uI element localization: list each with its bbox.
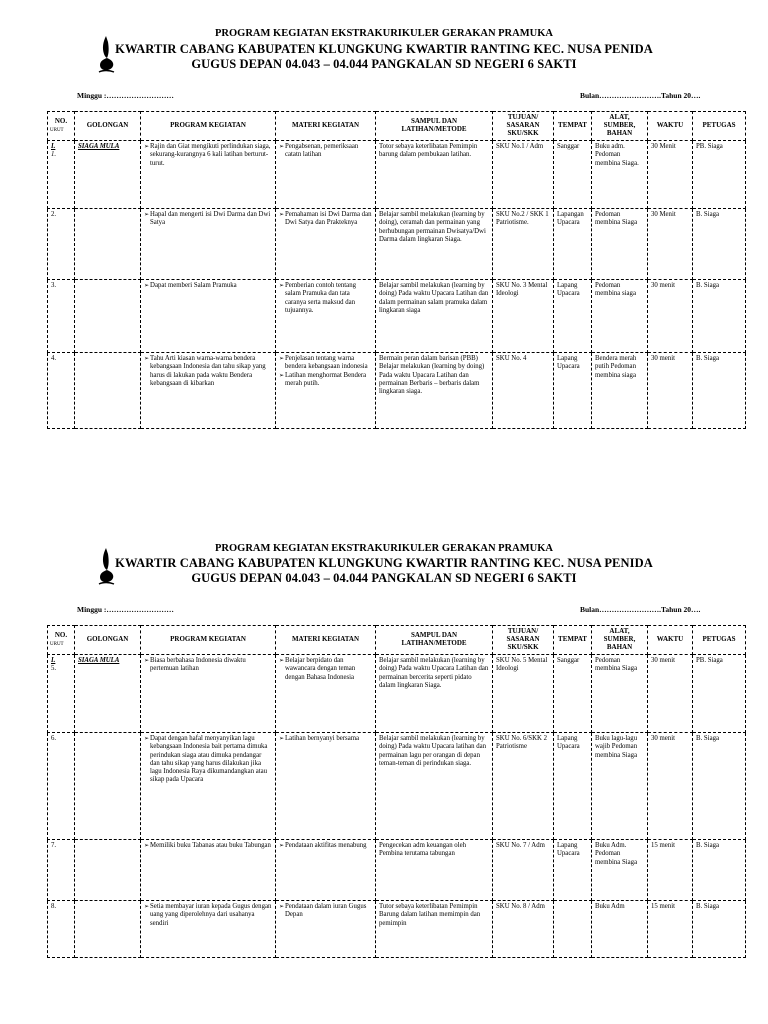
program-cell: ➢ Dapat dengan hafal menyanyikan lagu kebangsaan Indonesia bait pertama dimuka perindukan siaga atau dimuka pendangar dan tahu sikap yang harus dilakukan jika lagu Indonesia Raya dikumandangkan atau sikap pada Upacara (141, 733, 276, 840)
bulan-tahun-label: Bulan…………………….Tahun 20…. (580, 605, 701, 614)
tempat-cell (554, 901, 592, 958)
col-metode-header: SAMPUL DAN LATIHAN/METODE (376, 626, 493, 655)
col-tempat-header: TEMPAT (554, 112, 592, 141)
metode-cell: Pengecekan adm keuangan oleh Pembina terutama tabungan (376, 840, 493, 901)
program-cell: ➢ Hapal dan mengerti isi Dwi Darma dan Dwi Satya (141, 209, 276, 280)
row-number: 2. (48, 209, 75, 280)
col-petugas-header: PETUGAS (693, 112, 746, 141)
metode-cell: Bermain peran dalam barisan (PBB) Belajar melakukan (learning by doing) Pada waktu Upacara Latihan dan permainan Berbaris – berbaris dalam lingkaran siaga. (376, 353, 493, 429)
header-title-line2: KWARTIR CABANG KABUPATEN KLUNGKUNG KWARTIR RANTING KEC. NUSA PENIDA (115, 42, 653, 56)
program-table-2 (47, 625, 746, 958)
col-waktu-header: WAKTU (648, 626, 693, 655)
header-title-line1: PROGRAM KEGIATAN EKSTRAKURIKULER GERAKAN PRAMUKA (215, 28, 553, 39)
col-tujuan-header: TUJUAN/ SASARAN SKU/SKK (493, 112, 554, 141)
alat-cell: Buku Adm (592, 901, 648, 958)
petugas-cell: B. Siaga (693, 353, 746, 429)
table-row (48, 280, 746, 353)
program-cell: ➢ Memiliki buku Tabanas atau buku Tabungan (141, 840, 276, 901)
petugas-cell: B. Siaga (693, 733, 746, 840)
materi-cell: ➢ Pemberian contoh tentang salam Pramuka dan tata caranya serta maksud dan tujuannya. (276, 280, 376, 353)
waktu-cell: 30 Menit (648, 209, 693, 280)
waktu-cell: 30 menit (648, 353, 693, 429)
waktu-cell: 15 menit (648, 840, 693, 901)
metode-cell: Belajar sambil melakukan (learning by doing) Pada waktu Upacara Latihan dan permainan bercerita seperti pidato dalam lingkaran Siaga. (376, 655, 493, 733)
col-materi-header: MATERI KEGIATAN (276, 626, 376, 655)
waktu-cell: 30 Menit (648, 141, 693, 209)
tujuan-cell: SKU No. 8 / Adm (493, 901, 554, 958)
petugas-cell: B. Siaga (693, 901, 746, 958)
header-title-line1: PROGRAM KEGIATAN EKSTRAKURIKULER GERAKAN PRAMUKA (215, 543, 553, 554)
waktu-cell: 30 menit (648, 655, 693, 733)
alat-cell: Pedoman membina siaga (592, 280, 648, 353)
row-number: 6. (48, 733, 75, 840)
materi-cell: ➢ Pemahaman isi Dwi Darma dan Dwi Satya dan Prakteknya (276, 209, 376, 280)
materi-cell: ➢ Penjelasan tentang warna bendera kebangsaan indonesia ➢ Latihan menghormat Bendera merah putih. (276, 353, 376, 429)
tempat-cell: Lapang Upacara (554, 733, 592, 840)
golongan-cell (75, 840, 141, 901)
golongan-cell: SIAGA MULA (75, 655, 141, 733)
program-cell: ➢ Biasa berbahasa Indonesia diwaktu pertemuan latihan (141, 655, 276, 733)
header-title-line3: GUGUS DEPAN 04.043 – 04.044 PANGKALAN SD NEGERI 6 SAKTI (191, 57, 577, 71)
tujuan-cell: SKU No. 3 Mental Ideologi (493, 280, 554, 353)
alat-cell: Buku adm. Pedoman membina Siaga. (592, 141, 648, 209)
alat-cell: Buku lagu-lagu wajib Pedoman membina Siaga (592, 733, 648, 840)
row-number: 7. (48, 840, 75, 901)
metode-cell: Belajar sambil melakukan (learning by doing) Pada waktu Upacara Latihan dan dalam permainan salam pramuka dalam lingkaran siaga (376, 280, 493, 353)
tempat-cell: Lapang Upacara (554, 840, 592, 901)
golongan-cell: SIAGA MULA (75, 141, 141, 209)
alat-cell: Pedoman membina Siaga (592, 209, 648, 280)
col-no-header: NO. URUT (48, 112, 75, 141)
col-program-header: PROGRAM KEGIATAN (141, 112, 276, 141)
metode-cell: Belajar sambil melakukan (learning by doing) Pada waktu Upacara latihan dan permainan lagu per orangan di depan teman-teman di perindukan siaga. (376, 733, 493, 840)
col-alat-header: ALAT, SUMBER, BAHAN (592, 626, 648, 655)
row-number: 3. (48, 280, 75, 353)
col-materi-header: MATERI KEGIATAN (276, 112, 376, 141)
table-row (48, 733, 746, 840)
tujuan-cell: SKU No. 7 / Adm (493, 840, 554, 901)
alat-cell: Buku Adm. Pedoman membina Siaga (592, 840, 648, 901)
program-cell: ➢ Tahu Arti kiasan warna-warna bendera kebangsaan Indonesia dan tahu sikap yang harus di lakukan pada waktu Bendera kebangsaan di kibarkan (141, 353, 276, 429)
table-header-row (48, 112, 746, 141)
waktu-cell: 15 menit (648, 901, 693, 958)
tujuan-cell: SKU No. 5 Mental Ideologi (493, 655, 554, 733)
tempat-cell: Lapang Upacara (554, 280, 592, 353)
minggu-label: Minggu :……………………… (77, 605, 174, 614)
table-row (48, 840, 746, 901)
table-row (48, 353, 746, 429)
petugas-cell: B. Siaga (693, 209, 746, 280)
header-title-line3: GUGUS DEPAN 04.043 – 04.044 PANGKALAN SD NEGERI 6 SAKTI (191, 571, 577, 585)
header-title-line2: KWARTIR CABANG KABUPATEN KLUNGKUNG KWARTIR RANTING KEC. NUSA PENIDA (115, 556, 653, 570)
petugas-cell: B. Siaga (693, 280, 746, 353)
petugas-cell: PB. Siaga (693, 141, 746, 209)
col-tujuan-header: TUJUAN/ SASARAN SKU/SKK (493, 626, 554, 655)
tujuan-cell: SKU No. 4 (493, 353, 554, 429)
row-number: I. 1. (48, 141, 75, 209)
materi-cell: ➢ Pengabsenan, pemeriksaan catatn latihan (276, 141, 376, 209)
waktu-cell: 30 menit (648, 280, 693, 353)
petugas-cell: B. Siaga (693, 840, 746, 901)
golongan-cell (75, 209, 141, 280)
col-no-header: NO. URUT (48, 626, 75, 655)
materi-cell: ➢ Latihan bernyanyi bersama (276, 733, 376, 840)
program-table-1 (47, 111, 746, 429)
metode-cell: Belajar sambil melakukan (learning by doing), ceramah dan permainan yang berhubungan permainan Dwisatya/Dwi Darma dalam lingkaran Siaga. (376, 209, 493, 280)
materi-cell: ➢ Pendataan aktifitas menabung (276, 840, 376, 901)
table-row (48, 901, 746, 958)
tujuan-cell: SKU No. 6/SKK 2 Patriotisme (493, 733, 554, 840)
tujuan-cell: SKU No.1 / Adm (493, 141, 554, 209)
tujuan-cell: SKU No.2 / SKK 1 Patriotisme. (493, 209, 554, 280)
alat-cell: Bendera merah putih Pedoman membina siaga (592, 353, 648, 429)
col-tempat-header: TEMPAT (554, 626, 592, 655)
row-number: 8. (48, 901, 75, 958)
table-row (48, 209, 746, 280)
materi-cell: ➢ Belajar berpidato dan wawancara dengan teman dengan Bahasa Indonesia (276, 655, 376, 733)
program-cell: ➢ Dapat memberi Salam Pramuka (141, 280, 276, 353)
col-golongan-header: GOLONGAN (75, 626, 141, 655)
table-header-row (48, 626, 746, 655)
golongan-cell (75, 353, 141, 429)
table-row (48, 141, 746, 209)
alat-cell: Pedoman membina Siaga (592, 655, 648, 733)
col-program-header: PROGRAM KEGIATAN (141, 626, 276, 655)
col-alat-header: ALAT, SUMBER, BAHAN (592, 112, 648, 141)
metode-cell: Tutor sebaya keterlibatan Pemimpin Barung dalam latihan memimpin dan pemimpin (376, 901, 493, 958)
golongan-cell (75, 901, 141, 958)
materi-cell: ➢ Pendataan dalam iuran Gugus Depan (276, 901, 376, 958)
tempat-cell: Sanggar (554, 655, 592, 733)
metode-cell: Totor sebaya keterlibatan Pemimpin barung dalam pembukaan latihan. (376, 141, 493, 209)
tempat-cell: Sanggar (554, 141, 592, 209)
tempat-cell: Lapang Upacara (554, 353, 592, 429)
col-waktu-header: WAKTU (648, 112, 693, 141)
col-metode-header: SAMPUL DAN LATIHAN/METODE (376, 112, 493, 141)
program-cell: ➢ Rajin dan Giat mengikuti perlindukan siaga, sekurang-kurangnya 6 kali latihan berturut-turut. (141, 141, 276, 209)
minggu-label: Minggu :……………………… (77, 91, 174, 100)
bulan-tahun-label: Bulan…………………….Tahun 20…. (580, 91, 701, 100)
petugas-cell: PB. Siaga (693, 655, 746, 733)
tempat-cell: Lapangan Upacara (554, 209, 592, 280)
row-number: I. 5. (48, 655, 75, 733)
col-golongan-header: GOLONGAN (75, 112, 141, 141)
waktu-cell: 30 menit (648, 733, 693, 840)
golongan-cell (75, 280, 141, 353)
program-cell: ➢ Setia membayar iuran kepada Gugus dengan uang yang diperolehnya dari usahanya sendiri (141, 901, 276, 958)
golongan-cell (75, 733, 141, 840)
table-row (48, 655, 746, 733)
col-petugas-header: PETUGAS (693, 626, 746, 655)
row-number: 4. (48, 353, 75, 429)
